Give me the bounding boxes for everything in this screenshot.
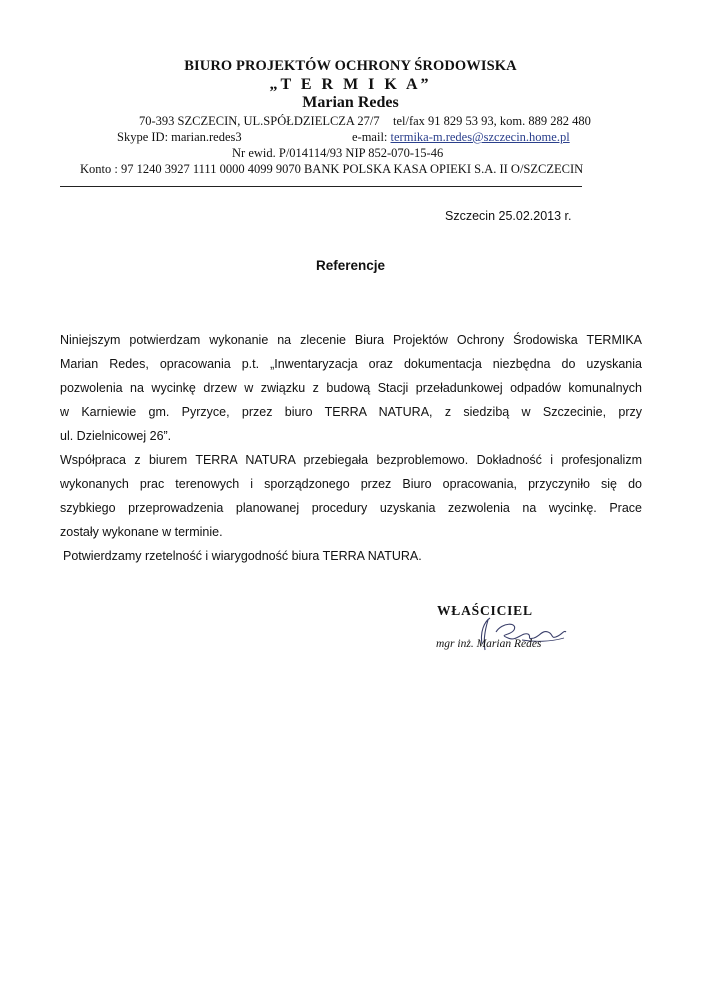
paragraph-2-line: wykonanych prac terenowych i sporządzonego przez Biuro opracowania, przyczyniło się do bbox=[60, 477, 642, 491]
paragraph-1-line: Marian Redes, opracowania p.t. „Inwentaryzacja oraz dokumentacja niezbędna do uzyskania bbox=[60, 357, 642, 371]
paragraph-3 bbox=[60, 544, 642, 568]
paragraph-2 bbox=[60, 448, 642, 544]
paragraph-1-line: pozwolenia na wycinkę drzew w związku z budową Stacji przeładunkowej odpadów komunalnych bbox=[60, 381, 642, 395]
letter-body bbox=[60, 328, 642, 568]
letterhead-owner: Marian Redes bbox=[302, 94, 399, 111]
letterhead-phone: tel/fax 91 829 53 93, kom. 889 282 480 bbox=[393, 114, 591, 128]
letterhead-organization: BIURO PROJEKTÓW OCHRONY ŚRODOWISKA bbox=[184, 58, 517, 74]
paragraph-2-line: zostały wykonane w terminie. bbox=[60, 525, 223, 539]
signature-title: WŁAŚCICIEL bbox=[437, 603, 533, 618]
email-link[interactable]: termika-m.redes@szczecin.home.pl bbox=[390, 130, 570, 144]
email-label: e-mail: bbox=[352, 130, 391, 144]
letterhead-brand: „T E R M I K A” bbox=[269, 76, 432, 93]
paragraph-1-line: w Karniewie gm. Pyrzyce, przez biuro TERRA NATURA, z siedzibą w Szczecinie, przy bbox=[60, 405, 642, 419]
signature-name: mgr inż. Marian Redes bbox=[436, 638, 542, 650]
letter-date: Szczecin 25.02.2013 r. bbox=[445, 209, 572, 223]
paragraph-1-line: Niniejszym potwierdzam wykonanie na zlecenie Biura Projektów Ochrony Środowiska TERMIKA bbox=[60, 333, 642, 347]
paragraph-2-line: szybkiego przeprowadzenia planowanej procedury uzyskania zezwolenia na wycinkę. Prace bbox=[60, 501, 642, 515]
letter-heading: Referencje bbox=[315, 258, 386, 273]
letterhead-skype: Skype ID: marian.redes3 bbox=[117, 130, 242, 144]
paragraph-1 bbox=[60, 328, 642, 448]
paragraph-3-line: Potwierdzamy rzetelność i wiarygodność biura TERRA NATURA. bbox=[63, 549, 422, 563]
letterhead-registry: Nr ewid. P/014114/93 NIP 852-070-15-46 bbox=[232, 146, 444, 160]
paragraph-2-line: Współpraca z biurem TERRA NATURA przebiegała bezproblemowo. Dokładność i profesjonalizm bbox=[60, 453, 642, 467]
paragraph-1-line: ul. Dzielnicowej 26”. bbox=[60, 429, 172, 443]
letterhead-account: Konto : 97 1240 3927 1111 0000 4099 9070 BANK POLSKA KASA OPIEKI S.A. II O/SZCZECIN bbox=[80, 162, 584, 176]
letterhead-address: 70-393 SZCZECIN, UL.SPÓŁDZIELCZA 27/7 bbox=[139, 114, 380, 128]
letterhead-divider bbox=[60, 186, 582, 187]
letterhead-email-line bbox=[352, 130, 570, 145]
